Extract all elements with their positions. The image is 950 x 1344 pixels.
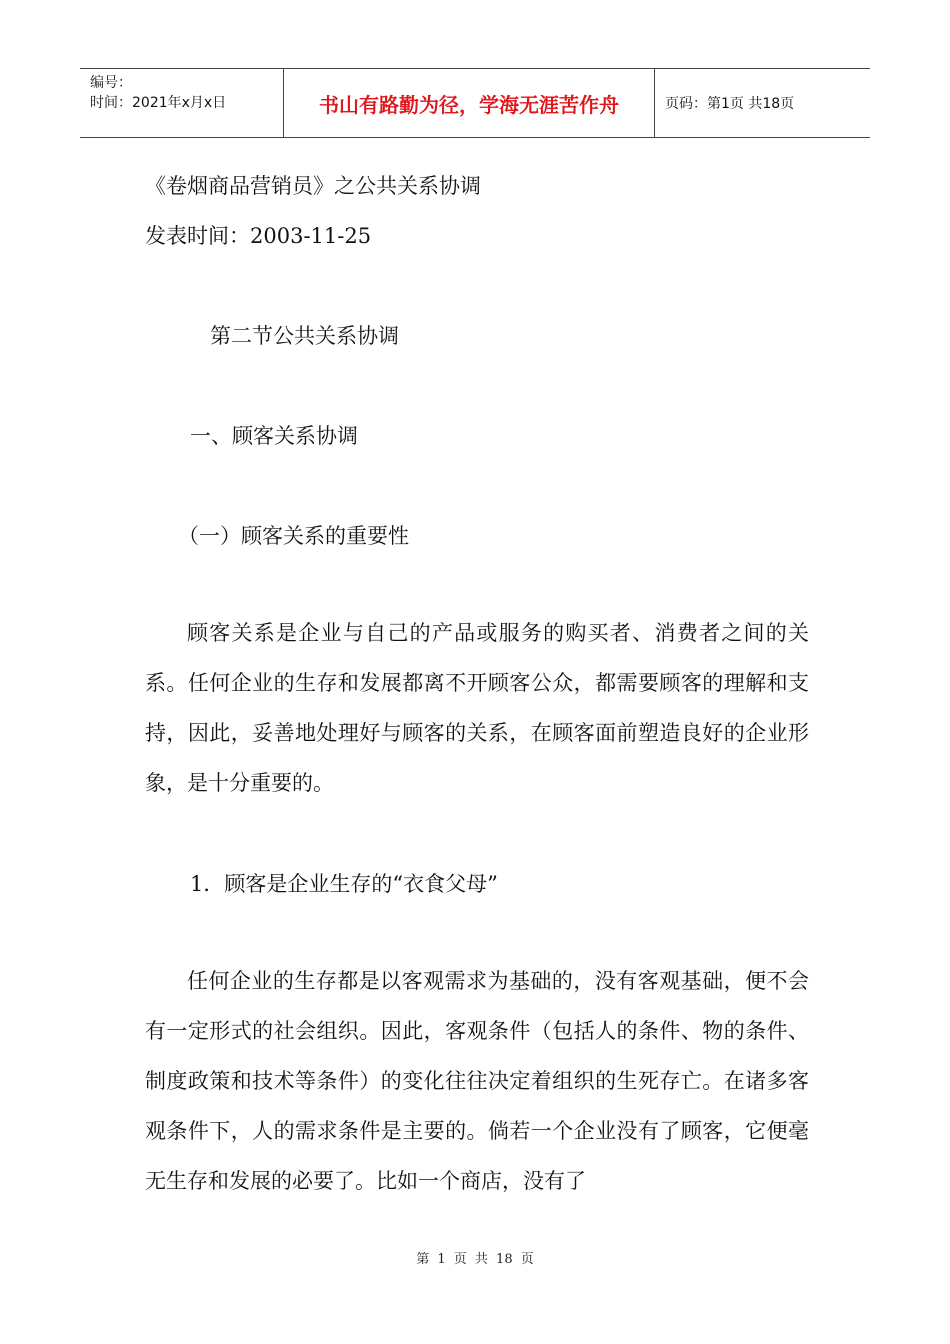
subsection-heading: 一、顾客关系协调 — [190, 424, 358, 448]
page-footer: 第 1 页 共 18 页 — [416, 1252, 534, 1267]
paragraph-customer-importance: 任何企业的生存都是以客观需求为基础的，没有客观基础，便不会有一定形式的社会组织。因此，客观条件（包括人的条件、物的条件、制度政策和技术等条件）的变化往往决定着组织的生死存亡。在诸多客观条件下，人的需求条件是主要的。倘若一个企业没有了顾客，它便毫无生存和发展的必要了。比如一个商店，没有了 — [145, 969, 809, 1193]
header-page-info: 页码：第1页 共18页 — [665, 96, 795, 112]
header-meta — [80, 69, 283, 137]
header-motto: 书山有路勤为径，学海无涯苦作舟 — [283, 69, 655, 137]
paragraph-customer-relations: 顾客关系是企业与自己的产品或服务的购买者、消费者之间的关系。任何企业的生存和发展都离不开顾客公众，都需要顾客的理解和支持，因此，妥善地处理好与顾客的关系，在顾客面前塑造良好的企业形象，是十分重要的。 — [145, 621, 809, 795]
page-header — [80, 68, 870, 138]
document-title: 《卷烟商品营销员》之公共关系协调 — [145, 174, 481, 198]
sub-subsection-heading: （一）顾客关系的重要性 — [178, 524, 409, 548]
document-number-label: 编号： — [90, 75, 132, 91]
section-heading: 第二节公共关系协调 — [210, 324, 399, 348]
publish-date: 发表时间：2003-11-25 — [145, 224, 372, 248]
point-heading: 1．顾客是企业生存的“衣食父母” — [190, 872, 498, 896]
document-date-label: 时间：2021年x月x日 — [90, 95, 227, 111]
